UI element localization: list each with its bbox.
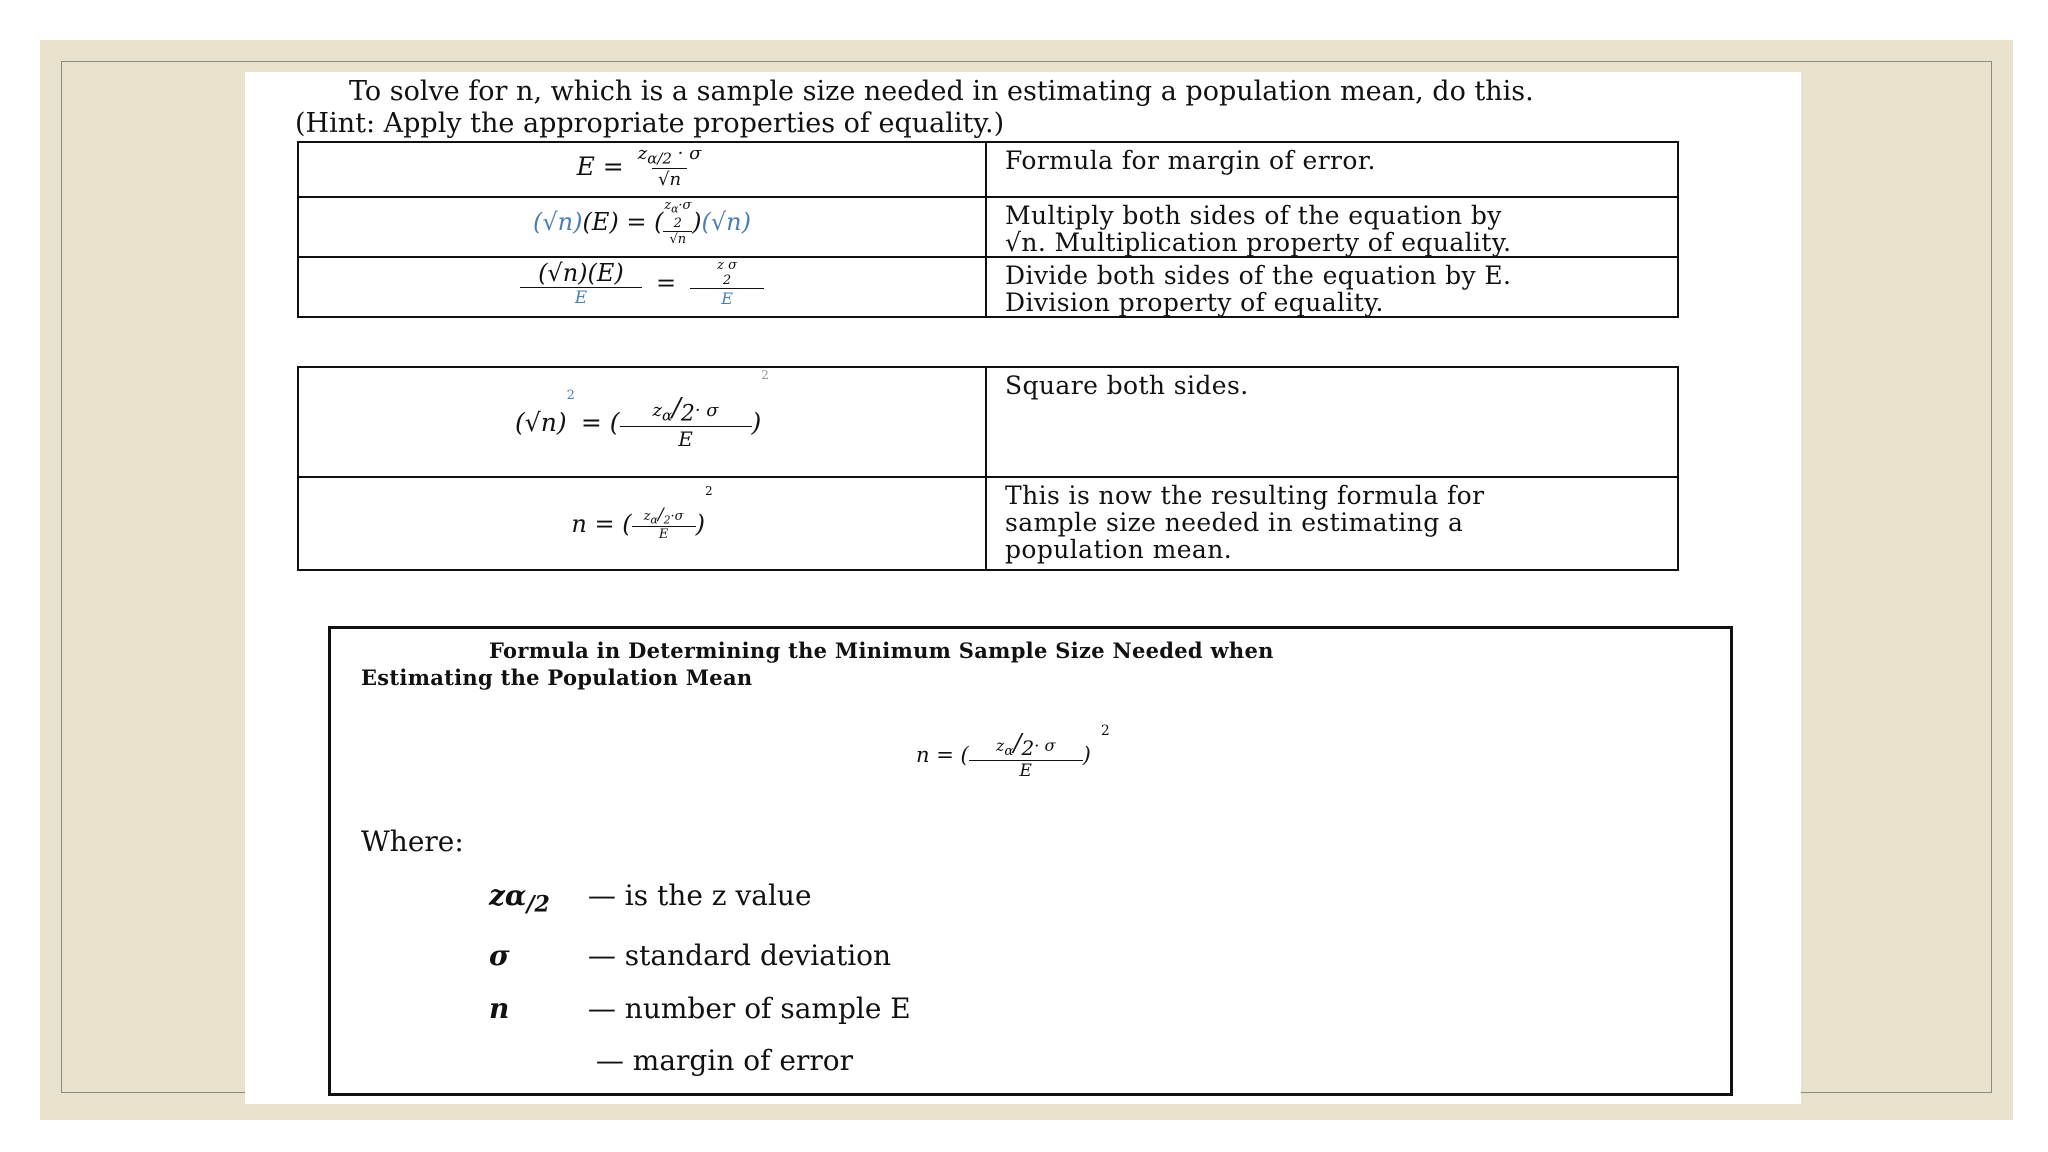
- numerator-tail: · σ: [671, 143, 702, 164]
- title-line-1: Formula in Determining the Minimum Sample Size Needed when: [489, 638, 1274, 663]
- formula-box: [328, 626, 1733, 1096]
- equation-cell: [298, 367, 986, 477]
- numerator-2: 2: [673, 215, 682, 231]
- equals-sign: =: [655, 269, 677, 297]
- intro-line-2: (Hint: Apply the appropriate properties of equality.): [295, 108, 1005, 139]
- table-row: [298, 197, 1678, 257]
- numerator-tail: · σ: [694, 399, 719, 421]
- numerator-sub: α/2: [647, 149, 672, 168]
- close-paren: ): [1082, 743, 1091, 768]
- denominator: E: [620, 426, 752, 451]
- numerator-z: z: [717, 258, 724, 273]
- exponent: 2: [1100, 723, 1110, 739]
- numerator-tail: ·σ: [678, 198, 692, 213]
- step-description: Multiply both sides of the equation by: [1005, 201, 1502, 230]
- fraction: [632, 505, 696, 543]
- equation-cell: [298, 257, 986, 317]
- numerator-z: z: [643, 508, 651, 524]
- variable-symbol: σ: [489, 939, 510, 972]
- variable-description: — margin of error: [595, 1044, 853, 1077]
- step-description: Divide both sides of the equation by E.: [1005, 261, 1512, 290]
- numerator-tail: ·σ: [670, 508, 684, 524]
- equation-middle: (E) = (: [582, 208, 664, 237]
- document-page: [245, 72, 1801, 1104]
- numerator-tail: σ: [723, 258, 737, 273]
- steps-table-1: [297, 141, 1679, 318]
- sqrt-n-factor: (√n): [533, 208, 583, 237]
- description-cell: [986, 477, 1678, 570]
- step-description: √n. Multiplication property of equality.: [1005, 228, 1512, 257]
- variable-row: [489, 1044, 853, 1077]
- variable-row: [489, 992, 911, 1025]
- equation-lhs: (√n): [515, 407, 567, 437]
- numerator-z: z: [995, 736, 1005, 755]
- numerator-slash: /: [1013, 729, 1022, 757]
- close-paren: ): [751, 407, 762, 437]
- close-paren: ): [692, 208, 702, 237]
- table-row: [298, 477, 1678, 570]
- denominator: √n: [663, 231, 692, 247]
- variable-row: [489, 939, 891, 972]
- fraction: [620, 393, 752, 452]
- numerator-2: 2: [722, 273, 732, 288]
- denominator: E: [969, 760, 1083, 781]
- numerator-sub: α: [661, 406, 673, 425]
- variable-description: — standard deviation: [587, 939, 892, 972]
- variable-row: [489, 879, 812, 918]
- description-cell: [986, 142, 1678, 197]
- step-description: sample size needed in estimating a: [1005, 508, 1464, 537]
- exponent: 2: [761, 368, 769, 382]
- step-description: Division property of equality.: [1005, 288, 1384, 317]
- equation-cell: [298, 142, 986, 197]
- formula-lhs: n = (: [916, 743, 969, 768]
- intro-line-1: To solve for n, which is a sample size needed in estimating a population mean, do this.: [349, 76, 1534, 107]
- numerator-2: 2: [1021, 736, 1035, 761]
- numerator-z: z: [652, 399, 662, 421]
- symbol-sub: /2: [526, 891, 550, 918]
- fraction: [969, 729, 1083, 781]
- table-row: [298, 142, 1678, 197]
- description-cell: [986, 197, 1678, 257]
- fraction: [520, 259, 642, 308]
- fraction: [663, 198, 692, 247]
- sample-size-formula: [916, 723, 1110, 782]
- equation-lhs: E =: [576, 151, 624, 181]
- title-line-2: Estimating the Population Mean: [361, 665, 753, 690]
- formula-box-title: [361, 637, 1274, 691]
- denominator: E: [520, 287, 642, 308]
- description-cell: [986, 367, 1678, 477]
- denominator: E: [690, 288, 764, 308]
- step-description: Formula for margin of error.: [1005, 146, 1376, 175]
- numerator-2: 2: [663, 513, 671, 527]
- numerator: (√n)(E): [538, 258, 624, 287]
- numerator-slash: /: [672, 392, 681, 423]
- variable-description: — number of sample E: [587, 992, 911, 1025]
- denominator: E: [632, 526, 696, 542]
- step-description: Square both sides.: [1005, 371, 1249, 400]
- variable-symbol: [489, 879, 579, 918]
- fraction: [632, 143, 708, 190]
- equation-cell: [298, 197, 986, 257]
- numerator-slash: /: [657, 504, 664, 525]
- step-description: This is now the resulting formula for: [1005, 481, 1485, 510]
- equation-cell: [298, 477, 986, 570]
- description-cell: [986, 257, 1678, 317]
- numerator-2: 2: [680, 401, 695, 427]
- exponent: 2: [566, 388, 575, 403]
- steps-table-2: [297, 366, 1679, 571]
- table-row: [298, 257, 1678, 317]
- table-row: [298, 367, 1678, 477]
- intro-text: [295, 76, 1534, 140]
- numerator-sub: α: [1004, 744, 1014, 760]
- variable-symbol: n: [489, 992, 510, 1025]
- numerator-tail: · σ: [1034, 736, 1056, 755]
- numerator-z: z: [664, 198, 672, 213]
- numerator-sub: α: [671, 202, 679, 216]
- equation-middle: = (: [580, 407, 620, 437]
- fraction: [690, 258, 764, 308]
- numerator-sub: α: [650, 513, 658, 527]
- symbol-main: zα: [489, 879, 527, 912]
- equation-lhs: n = (: [571, 509, 632, 538]
- where-label: Where:: [361, 825, 464, 858]
- denominator: √n: [652, 168, 687, 190]
- exponent: 2: [704, 484, 713, 498]
- close-paren: ): [695, 509, 705, 538]
- step-description: population mean.: [1005, 535, 1233, 564]
- variable-description: — is the z value: [587, 879, 812, 912]
- sqrt-n-factor: (√n): [701, 208, 751, 237]
- numerator-z: z: [637, 143, 648, 164]
